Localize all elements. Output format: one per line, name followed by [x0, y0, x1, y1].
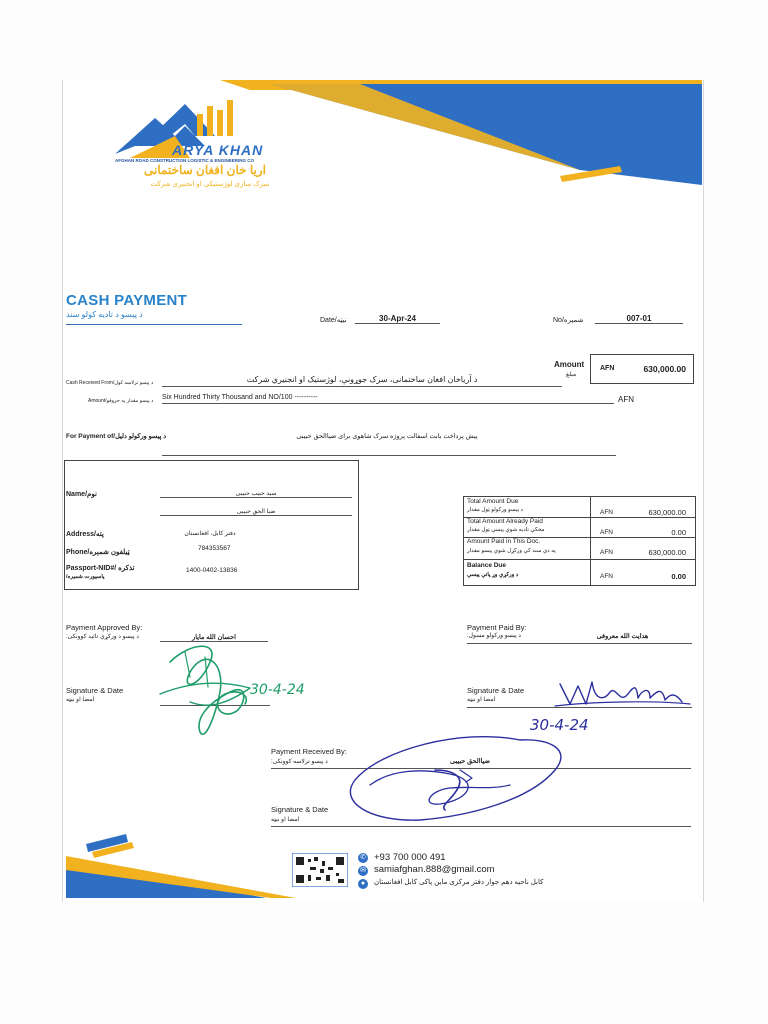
summary-total-due-label: Total Amount Due	[467, 498, 519, 505]
contact-address: کابل ناحیه دهم جوار دفتر مرکزی ماین پاکی کابل افغانستان	[374, 879, 544, 886]
amount-value: 630,000.00	[643, 364, 686, 374]
amount-label: Amount	[554, 360, 585, 369]
summary-paid-this-doc-local: په دې سند کې ورکړل شوې پیسو مقدار	[467, 548, 556, 554]
paid-signature-label: Signature & Date	[467, 686, 525, 695]
received-signature-label: Signature & Date	[271, 805, 329, 814]
payment-for-value: پیش پرداخت بابت اسفالت پروژه سرک شاهوی برای ضیاالحق حبیبی	[296, 433, 478, 440]
passport-label-2: /پاسپورت شمیره	[66, 574, 105, 580]
received-by-name: ضیاالحق حبیبی	[450, 758, 490, 765]
approved-by-local: د پیسو د ورکړې تائید کوونکی:	[66, 634, 139, 640]
payment-for-line	[162, 455, 616, 456]
amount-words-value: Six Hundred Thirty Thousand and NO/100 ----------	[162, 394, 614, 404]
approved-signature-ink	[150, 632, 340, 747]
approved-signature-label: Signature & Date	[66, 686, 124, 695]
summary-balance-label: Balance Due	[467, 562, 507, 569]
paid-by-label: Payment Paid By:	[467, 623, 527, 632]
contact-email: samiafghan.888@gmail.com	[374, 864, 495, 875]
paid-signature-local: امضا او نیټه	[467, 697, 496, 703]
company-local-subtitle: سرک سازی لوژستیکی او انجنیری شرکت	[150, 181, 270, 188]
location-icon: ●	[358, 879, 368, 889]
name-value-2: ضیا الحق حبیبی	[160, 508, 352, 516]
approved-signature-date: 30-4-24	[250, 682, 305, 698]
brand-name: ARYA KHAN	[172, 142, 264, 158]
address-value: دفتر کابل، افغانستان	[184, 531, 236, 537]
received-by-local: د پیسو ترلاسه کوونکی:	[271, 759, 328, 765]
amount-currency: AFN	[600, 365, 615, 372]
approved-signature-local: امضا او نیټه	[66, 697, 95, 703]
name-label: Name/نوم	[66, 491, 97, 498]
title-underline	[66, 324, 242, 325]
summary-balance-value: 0.00	[671, 572, 686, 581]
paid-by-name: هدایت الله معروفی	[596, 633, 649, 640]
summary-total-due-currency: AFN	[600, 509, 613, 516]
summary-paid-this-doc-label: Amount Paid in This Doc.	[467, 538, 541, 545]
date-value: 30-Apr-24	[355, 314, 440, 324]
phone-label: Phone/ټیلفون شمېره	[66, 549, 130, 556]
received-signature-ink	[340, 730, 580, 842]
payment-for-label: For Payment of/د پیسو ورکولو دلیل	[66, 433, 167, 440]
summary-total-due-value: 630,000.00	[648, 508, 686, 517]
contact-phone: +93 700 000 491	[374, 852, 446, 863]
qr-code	[292, 853, 348, 887]
company-local-name: اریا خان افغان ساختمانی	[143, 163, 267, 177]
number-label: No/شمېره	[553, 317, 584, 324]
paid-by-local: د پیسو ورکولو مسول:	[467, 633, 521, 639]
phone-icon: ✆	[358, 853, 368, 863]
phone-value: 784353567	[198, 545, 231, 552]
address-label: Address/پته	[66, 531, 104, 538]
company-english-name: AFGHAN ROAD CONSTRUCTION LOGISTIC & ENGINEERING CO	[115, 158, 255, 163]
passport-label: Passport-NID#/ تذکره	[66, 565, 135, 572]
amount-label-local: مبلغ	[566, 372, 577, 378]
summary-paid-this-doc-value: 630,000.00	[648, 548, 686, 557]
summary-balance-local: د ورکړې وړ پاتې پیسې	[467, 572, 519, 578]
document-title-local: د پیسو د تادیه کولو سند	[66, 310, 143, 319]
received-signature-local: امضا او نیټه	[271, 817, 300, 823]
summary-already-paid-currency: AFN	[600, 529, 613, 536]
paid-by-line	[467, 643, 692, 644]
email-icon: ✉	[358, 866, 368, 876]
amount-words-currency: AFN	[618, 395, 634, 404]
document-title: CASH PAYMENT	[66, 292, 188, 309]
summary-already-paid-local: مخکې تادیه شوې پیسې ټول مقدار	[467, 527, 545, 533]
received-from-label: Cash Received From/د پیسو ترلاسه کول	[66, 380, 154, 386]
summary-total-due-local: د پیسو ورکولو ټول مقدار	[467, 507, 523, 513]
approved-by-name: احسان الله مایار	[160, 633, 268, 642]
summary-paid-this-doc-currency: AFN	[600, 549, 613, 556]
summary-already-paid-value: 0.00	[671, 528, 686, 537]
name-value-1: سید حبیب حبیبی	[160, 490, 352, 498]
footer-banner	[66, 830, 306, 900]
amount-words-label: Amount/د پیسو مقدار په حروفو	[88, 398, 154, 404]
received-by-label: Payment Received By:	[271, 747, 347, 756]
date-label: Date/نیټه	[320, 317, 347, 324]
passport-value: 1400-0402-13836	[186, 567, 238, 574]
summary-already-paid-label: Total Amount Already Paid	[467, 518, 543, 525]
received-from-value: د آریاخان افغان ساختمانی، سرک جوړونې، لوژستیک او انجنیري شرکت	[162, 375, 562, 387]
number-value: 007-01	[595, 314, 683, 324]
approved-by-label: Payment Approved By:	[66, 623, 143, 632]
summary-balance-currency: AFN	[600, 573, 613, 580]
paid-signature-date: 30-4-24	[530, 716, 589, 734]
